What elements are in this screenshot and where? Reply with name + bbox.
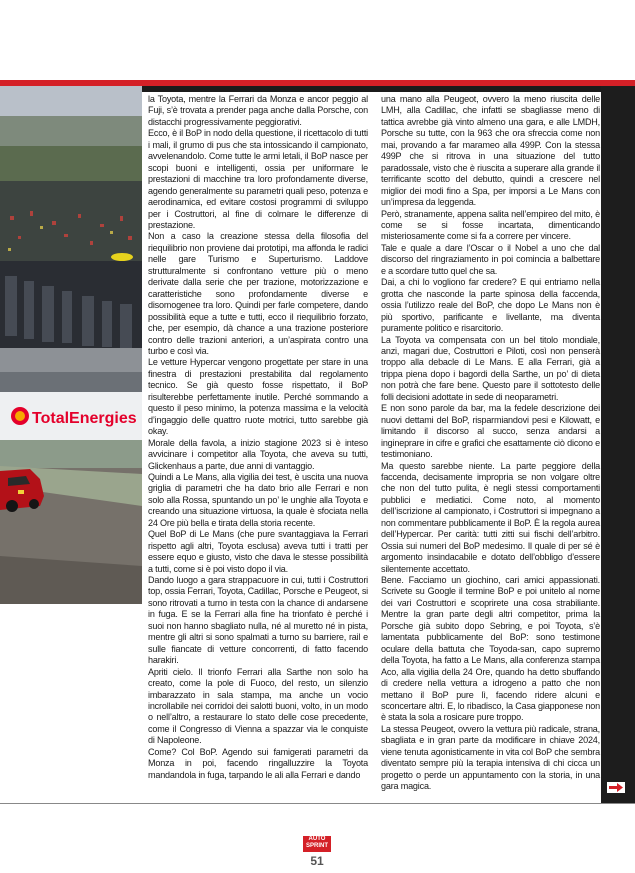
- magazine-logo: [303, 836, 331, 852]
- right-photo-strip: [601, 86, 635, 804]
- top-margin: [0, 0, 635, 80]
- paragraph: Dai, a chi lo vogliono far credere? E qui entriamo nella grotta che nasconde la parte spinosa della faccenda, ossia l’utilizzo reale del BoP, che dopo Le Mans non è più sportivo, parificante e livellante, ma diventa puramente politico e risarcitorio.: [381, 277, 600, 334]
- paragraph: Tale e quale a dare l’Oscar o il Nobel a uno che dal discorso del ringraziamento in poi comincia a balbettare e a scordare tutto quel che sa.: [381, 242, 600, 276]
- race-photo: [0, 86, 142, 604]
- paragraph: Non a caso la creazione stessa della filosofia del riequilibrio non proviene dai prototipi, ma affonda le radici nelle gare Turismo e Superturismo. Laddove strutturalmente si confrontano vetture più o meno derivate dalla serie che per trazione, motorizzazione e caratteristiche sono profondamente diverse e disomogenee tra loro. Quindi per farle competere, dando possibilità eque a tutte e tutti, ecco il riequilibrio forzato, che, per esempio, dà chance a una trazione posteriore contro delle trazioni anteriori, a un’aspirata contro una turbo e così via.: [148, 231, 368, 356]
- article-column-left: [148, 94, 368, 781]
- paragraph: Ma questo sarebbe niente. La parte peggiore della faccenda, decisamente impropria se non volgare oltre che non del tutto pulita, è negli stessi comportamenti pubblici e mediatici. Come noto, al momento dell’iscrizione al campionato, i Costruttori si impegnano a non commentare pubblicamente il BoP. È la regola aurea dell’Hypercar. Per carità: tutti zitti sui fischi dell’arbitro. Ossia sui numeri del BoP medesimo. Il quale di per sé è argomento insindacabile e dotato dell’obbligo d’essere silentemente accettato.: [381, 460, 600, 574]
- paragraph: E non sono parole da bar, ma la fedele descrizione dei nuovi dettami del BoP, risparmiandovi pesi e Kilowatt, e limitando il discorso al succo, senza andarsi a ingineprare in cifre e grafici che esattamente ciò dicono e testimoniano.: [381, 403, 600, 460]
- paragraph: Apriti cielo. Il trionfo Ferrari alla Sarthe non solo ha creato, come la pole di Fuoco, del resto, un silenzio imbarazzato in sala stampa, ma anche un vocio incrollabile nei corridoi dei salotti buoni, volto, in un modo o nell’altro, a restaurare lo stato delle cose precedente, come il Congresso di Vienna a spazzar via le conquiste di Napoleone.: [148, 666, 368, 746]
- logo-line: SPRINT: [305, 843, 328, 849]
- paragraph: Quel BoP di Le Mans (che pure svantaggiava la Ferrari rispetto agli altri, Toyota esclusa) aveva tutti i tratti per essere equo e giusto, visto che dava le stesse possibilità a tutti, come si è poi visto dopo il via.: [148, 529, 368, 574]
- sponsor-banner-text: TotalEnergies: [32, 410, 137, 427]
- footer-divider: [0, 803, 635, 804]
- paragraph: Dando luogo a gara strappacuore in cui, tutti i Costruttori top, ossia Ferrari, Toyota, Cadillac, Porsche e Peugeot, si sono ritrovati a turno in testa con la chance di andarsene in fuga. E se la Ferrari alla fine ha trionfato è perché i suoi non hanno sbagliato nulla, né al muretto né in pista, mentre gli altri si sono spalmati a turno su barriere, rail e sulle fiancate di vetture concorrenti, di fatto facendo harakiri.: [148, 575, 368, 666]
- arrow-right-icon: [607, 782, 625, 793]
- paragraph: Morale della favola, a inizio stagione 2023 si è inteso avvicinare i competitor alla Toyota, che aveva su tutti, Glickenhaus a parte, due anni di vantaggio.: [148, 437, 368, 471]
- article-column-right: [381, 94, 600, 793]
- paragraph: La Toyota va compensata con un bel titolo mondiale, anzi, magari due, Costruttori e Piloti, così non penserà troppo alla debacle di Le Mans. E alla Ferrari, già a trippa piena dopo i bagordi della Sarthe, un po’ di dieta non potrà che fare bene. Questo pare il sottotesto delle folli decisioni adottate in sede di neoparametri.: [381, 334, 600, 402]
- paragraph: Come? Col BoP. Agendo sui famigerati parametri da Monza in poi, facendo ringalluzzire la Toyota mandandola in fuga, tarpando le ali alla Ferrari e dando: [148, 746, 368, 780]
- paragraph: Però, stranamente, appena salita nell’empireo del mito, è come se si fosse incartata, dimenticando misteriosamente come si fa a correre per vincere.: [381, 208, 600, 242]
- paragraph: Bene. Facciamo un giochino, cari amici appassionati. Scrivete su Google il termine BoP e poi unitelo al nome dei vari Costruttori e scoprirete una cosa strabiliante. Mentre la gran parte degli altri competitor, prima la Porsche già subito dopo Sebring, e poi Toyota, s’è lamentata pubblicamente del BoP: sono testimone oculare della battuta che Toyoda-san, capo supremo della Toyota, ha fatto a Le Mans, alla conferenza stampa Aco, alla vigilia della 24 Ore, quando ha detto sbuffando di credere nella vettura a idrogeno a patto che non mettano il BoP pure lì, facendo ridere alcuni e sconcertare altri. E, lo ribadisco, la Casa giapponese non è stata la sola a rosicare pure troppo.: [381, 575, 600, 723]
- logo-line: AUTO: [308, 836, 326, 842]
- paragraph: La stessa Peugeot, ovvero la vettura più radicale, strana, sbagliata e in gran parte da modificare in chiave 2024, viene tenuta agonisticamente in vita col BoP che sembra diventato sempre più la terapia intensiva di chi cicca un progetto o perde un appuntamento con la storia, in una gara magica.: [381, 723, 600, 792]
- paragraph: una mano alla Peugeot, ovvero la meno riuscita delle LMH, alla Cadillac, che infatti se sbagliasse meno di tattica avrebbe già vinto almeno una gara, e alle LMDH, Porsche su tutte, con la 963 che ora sfreccia come non mai, provando a far marameo alla 499P. Con la stessa 499P che si ritrova in una situazione del tutto paradossale, visto che è riuscita a superare alla grande il terrificante scotto del debutto, quindi a crescere nel miglior dei modi fino a Spa, per imporsi a Le Mans con un’impresa da leggenda.: [381, 94, 600, 208]
- paragraph: Le vetture Hypercar vengono progettate per stare in una finestra di prestazioni prestabilita dal regolamento tecnico. Se già questo fosse rispettato, il BoP risulterebbe perfettamente inutile. Perché sommando a questo il peso minimo, la potenza massima e la velocità d’ingaggio delle quattro ruote motrici, tutto sarebbe già okay.: [148, 357, 368, 437]
- paragraph: la Toyota, mentre la Ferrari da Monza e ancor peggio al Fuji, s’è trovata a prender paga anche dalla Porsche, con distacchi progressivamente peggiorativi.: [148, 94, 368, 127]
- page-number: 51: [310, 854, 324, 868]
- paragraph: Ecco, è il BoP in nodo della questione, il ricettacolo di tutti i mali, il grumo di pus che sta intossicando il campionato, avvelenandolo. Come tutte le armi letali, il BoP nasce per scopi buoni e intelligenti, ossia per uniformare le prestazioni di macchine tra loro profondamente diverse, agendo generalmente su parametri quali peso, potenza e aerodinamica, ed evitare costosi programmi di sviluppo per i Costruttori, al fine di colmare le differenze di prestazione.: [148, 128, 368, 230]
- paragraph: Quindi a Le Mans, alla vigilia dei test, è uscita una nuova griglia di parametri che ha dato brio alle Ferrari e non solo alla Rossa, spuntando un po’ le unghie alla Toyota e creando una situazione virtuosa, la quale è sfociata nella 24 Ore più bella e tirata della storia recente.: [148, 471, 368, 528]
